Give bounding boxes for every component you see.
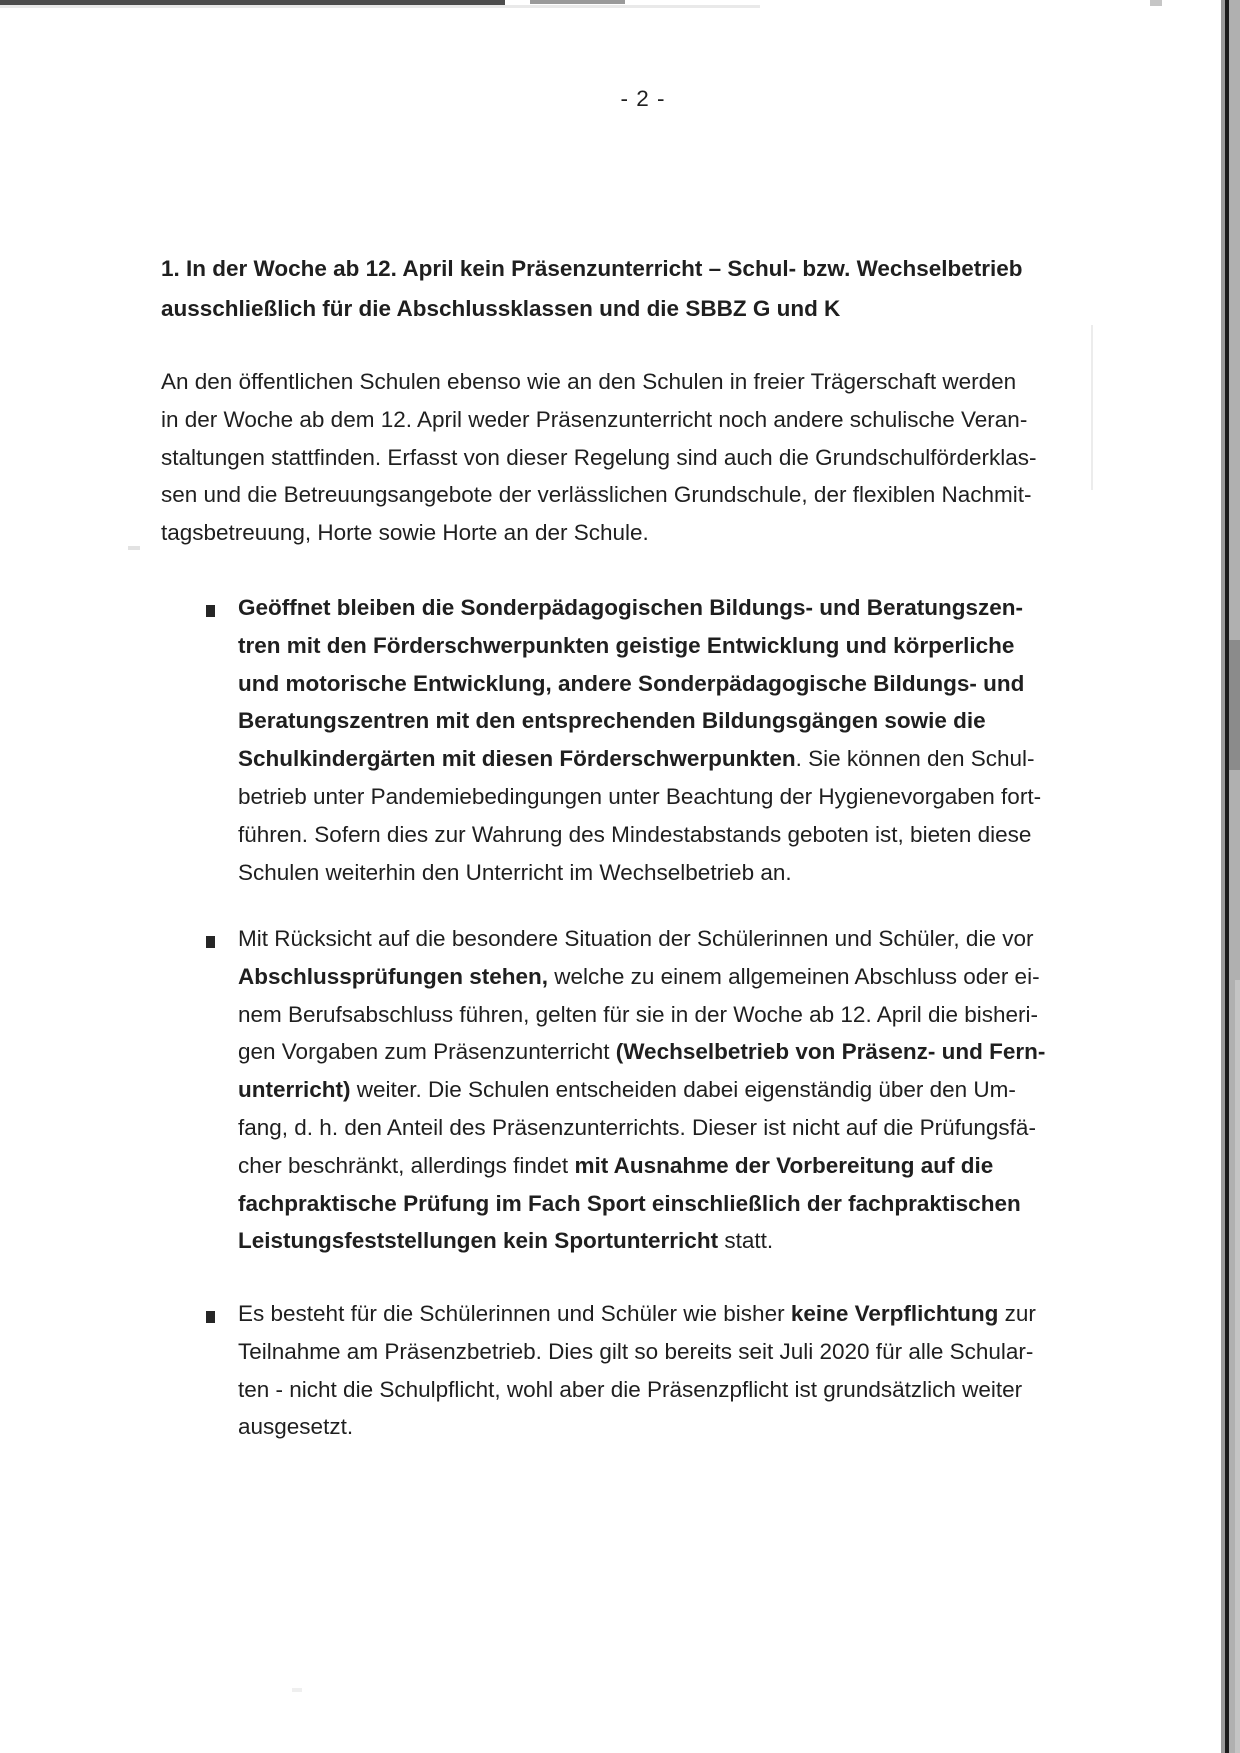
text-line: Teilnahme am Präsenzbetrieb. Dies gilt so bereits seit Juli 2020 für alle Schular-: [238, 1338, 1034, 1364]
text-line: Leistungsfeststellungen kein Sportunterricht statt.: [238, 1228, 774, 1254]
text-line: cher beschränkt, allerdings findet mit Ausnahme der Vorbereitung auf die: [238, 1152, 994, 1178]
text-line: ten - nicht die Schulpflicht, wohl aber die Präsenzpflicht ist grundsätzlich weiter: [238, 1376, 1023, 1402]
scan-edge-artifact: [1221, 0, 1225, 1753]
text-line: ausschließlich für die Abschlussklassen und die SBBZ G und K: [161, 296, 841, 321]
text-line: und motorische Entwicklung, andere Sonderpädagogische Bildungs- und: [238, 670, 1025, 696]
bullet-square-icon: [206, 1311, 215, 1323]
bullet-item: [205, 1295, 1036, 1446]
text-line: sen und die Betreuungsangebote der verlässlichen Grundschule, der flexiblen Nachmit-: [161, 482, 1032, 508]
intro-paragraph: [161, 363, 1037, 552]
text-line: betrieb unter Pandemiebedingungen unter Beachtung der Hygienevorgaben fort-: [238, 783, 1042, 809]
scan-smudge-artifact: [128, 546, 140, 550]
text-line: An den öffentlichen Schulen ebenso wie an den Schulen in freier Trägerschaft werden: [161, 369, 1017, 394]
text-line: unterricht) weiter. Die Schulen entscheiden dabei eigenständig über den Um-: [238, 1077, 1016, 1103]
text-line: Abschlussprüfungen stehen, welche zu einem allgemeinen Abschluss oder ei-: [238, 963, 1040, 989]
text-line: Beratungszentren mit den entsprechenden Bildungsgängen sowie die: [238, 708, 986, 734]
scan-edge-artifact: [530, 0, 625, 4]
scan-edge-artifact: [1225, 0, 1229, 1753]
bullet-item-text: [238, 589, 1041, 891]
bullet-item-text: [238, 920, 1045, 1260]
text-line: staltungen stattfinden. Erfasst von dieser Regelung sind auch die Grundschulförderklas-: [161, 444, 1037, 470]
text-line: tagsbetreuung, Horte sowie Horte an der Schule.: [161, 520, 649, 546]
text-line: Schulen weiterhin den Unterricht im Wechselbetrieb an.: [238, 859, 792, 885]
bullet-item-text: [238, 1295, 1036, 1446]
bullet-item: [205, 589, 1041, 891]
scan-edge-artifact: [1150, 0, 1162, 6]
text-line: in der Woche ab dem 12. April weder Präsenzunterricht noch andere schulische Veran-: [161, 406, 1028, 432]
text-line: fachpraktische Prüfung im Fach Sport einschließlich der fachpraktischen: [238, 1190, 1021, 1216]
bullet-item: [205, 920, 1045, 1260]
bullet-square-icon: [206, 936, 215, 948]
text-line: nem Berufsabschluss führen, gelten für sie in der Woche ab 12. April die bisheri-: [238, 1001, 1039, 1027]
bullet-square-icon: [206, 605, 215, 617]
text-line: fang, d. h. den Anteil des Präsenzunterrichts. Dieser ist nicht auf die Prüfungsfä-: [238, 1114, 1036, 1140]
section-heading: [161, 249, 1022, 329]
scan-smudge-artifact: [292, 1688, 302, 1692]
scan-edge-artifact: [1235, 980, 1240, 1753]
text-line: Geöffnet bleiben die Sonderpädagogischen Bildungs- und Beratungszen-: [238, 595, 1024, 620]
scan-edge-artifact: [0, 5, 760, 8]
text-line: gen Vorgaben zum Präsenzunterricht (Wechselbetrieb von Präsenz- und Fern-: [238, 1039, 1046, 1065]
text-line: ausgesetzt.: [238, 1414, 354, 1440]
page-number: - 2 -: [620, 86, 666, 111]
text-line: tren mit den Förderschwerpunkten geistige Entwicklung und körperliche: [238, 632, 1015, 658]
text-line: Schulkindergärten mit diesen Förderschwerpunkten. Sie können den Schul-: [238, 746, 1035, 772]
text-line: führen. Sofern dies zur Wahrung des Mindestabstands geboten ist, bieten diese: [238, 821, 1032, 847]
text-line: 1. In der Woche ab 12. April kein Präsenzunterricht – Schul- bzw. Wechselbetrieb: [161, 256, 1023, 281]
text-line: Es besteht für die Schülerinnen und Schüler wie bisher keine Verpflichtung zur: [238, 1301, 1036, 1326]
scan-edge-artifact: [1229, 640, 1240, 770]
text-line: Mit Rücksicht auf die besondere Situation der Schülerinnen und Schüler, die vor: [238, 926, 1034, 951]
scan-smudge-artifact: [1091, 325, 1093, 490]
